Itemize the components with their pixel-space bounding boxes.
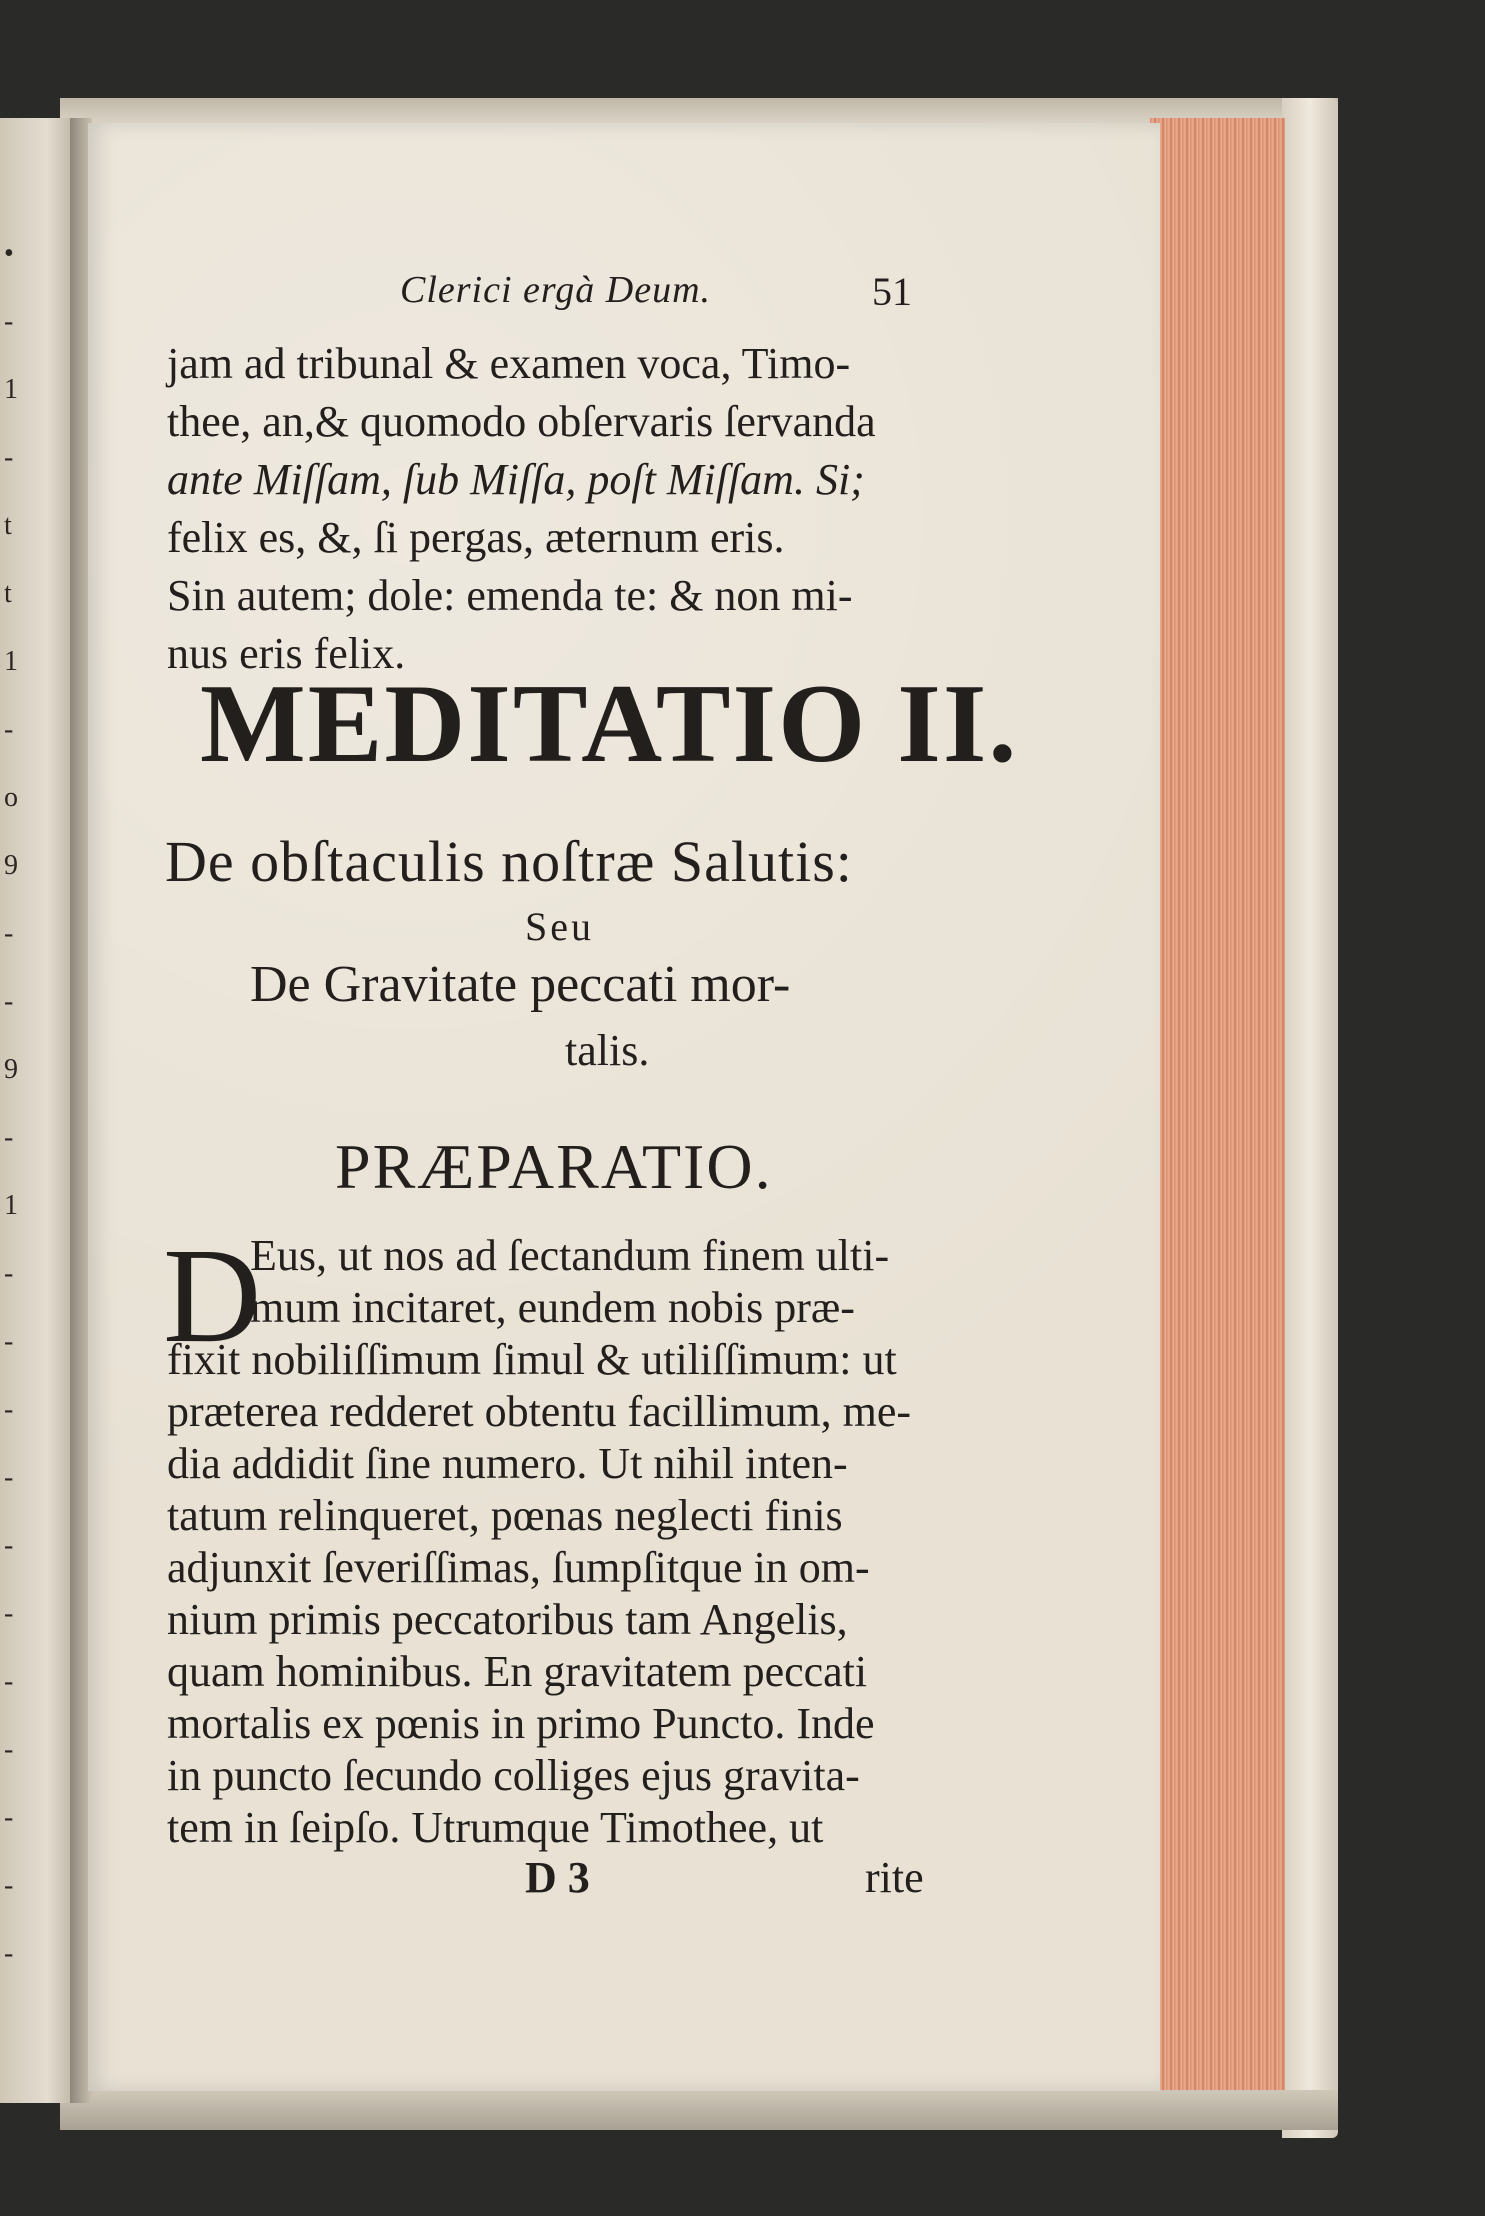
book-cover-bottom-edge: [60, 2090, 1338, 2130]
paragraph-line: nium primis peccatoribus tam Angelis,: [167, 1595, 848, 1644]
paragraph-line: præterea redderet obtentu facillimum, me-: [167, 1387, 912, 1436]
paragraph-line: quam hominibus. En gravitatem peccati: [167, 1647, 868, 1696]
margin-mark: o: [4, 782, 18, 813]
paragraph-line: tem in ſeipſo. Utrumque Timothee, ut: [167, 1803, 824, 1852]
margin-mark: -: [4, 1462, 14, 1493]
paragraph-line: fixit nobiliſſimum ſimul & utiliſſimum: ut: [167, 1335, 897, 1384]
paragraph-line: in puncto ſecundo colliges ejus gravita-: [167, 1751, 860, 1800]
intro-line: felix es, &, ſi pergas, æternum eris.: [167, 513, 785, 562]
signature-mark: D 3: [525, 1853, 590, 1902]
paragraph-line: mortalis ex pœnis in primo Puncto. Inde: [167, 1699, 875, 1748]
margin-mark: -: [4, 442, 14, 473]
book-cover-top-edge: [60, 98, 1338, 126]
margin-mark: -: [4, 1870, 14, 1901]
margin-mark: -: [4, 1938, 14, 1969]
intro-line: nus eris felix.: [167, 629, 406, 678]
margin-mark: -: [4, 1666, 14, 1697]
margin-mark: -: [4, 1258, 14, 1289]
catchword: rite: [865, 1853, 924, 1902]
margin-mark: -: [4, 1326, 14, 1357]
paragraph-line: dia addidit ſine numero. Ut nihil inten-: [167, 1439, 848, 1488]
left-page-margin-marks: [0, 118, 78, 2103]
margin-mark: 9: [4, 850, 18, 881]
page-fore-edge: [1150, 118, 1285, 2093]
dropcap-letter: D: [163, 1221, 262, 1371]
margin-mark: -: [4, 986, 14, 1017]
running-head: Clerici ergà Deum.: [400, 269, 712, 311]
section-heading: PRÆPARATIO.: [335, 1131, 773, 1202]
margin-mark: •: [4, 238, 14, 269]
intro-line: thee, an,& quomodo obſervaris ſervanda: [167, 397, 876, 446]
margin-mark: t: [4, 578, 12, 609]
margin-mark: -: [4, 306, 14, 337]
meditation-subtitle-line3: De Gravitate peccati mor-: [250, 956, 791, 1013]
page-number: 51: [872, 269, 912, 314]
margin-mark: 9: [4, 1054, 18, 1085]
margin-mark: -: [4, 1734, 14, 1765]
meditation-subtitle-line4: talis.: [565, 1026, 650, 1075]
book-cover-right-edge: [1282, 98, 1338, 2138]
margin-mark: -: [4, 1530, 14, 1561]
intro-line: Sin autem; dole: emenda te: & non mi-: [167, 571, 853, 620]
margin-mark: -: [4, 714, 14, 745]
margin-mark: -: [4, 1122, 14, 1153]
margin-mark: 1: [4, 646, 18, 677]
paragraph-line: tatum relinqueret, pœnas neglecti finis: [167, 1491, 843, 1540]
margin-mark: t: [4, 510, 12, 541]
margin-mark: -: [4, 918, 14, 949]
intro-line: jam ad tribunal & examen voca, Timo-: [167, 339, 851, 388]
margin-mark: -: [4, 1802, 14, 1833]
meditation-subtitle-line2: Seu: [525, 904, 594, 949]
meditation-subtitle-line1: De obſtaculis noſtræ Salutis:: [165, 829, 853, 894]
paragraph-line: mum incitaret, eundem nobis præ-: [250, 1283, 855, 1332]
margin-mark: -: [4, 1394, 14, 1425]
intro-line: ante Miſſam, ſub Miſſa, poſt Miſſam. Si;: [167, 455, 865, 504]
paragraph-line: adjunxit ſeveriſſimas, ſumpſitque in om-: [167, 1543, 870, 1592]
margin-mark: -: [4, 1598, 14, 1629]
meditation-title: MEDITATIO II.: [200, 662, 1019, 786]
paragraph-line: Eus, ut nos ad ſectandum finem ulti-: [250, 1231, 890, 1280]
margin-mark: 1: [4, 374, 18, 405]
left-facing-page: [0, 118, 78, 2103]
margin-mark: 1: [4, 1190, 18, 1221]
